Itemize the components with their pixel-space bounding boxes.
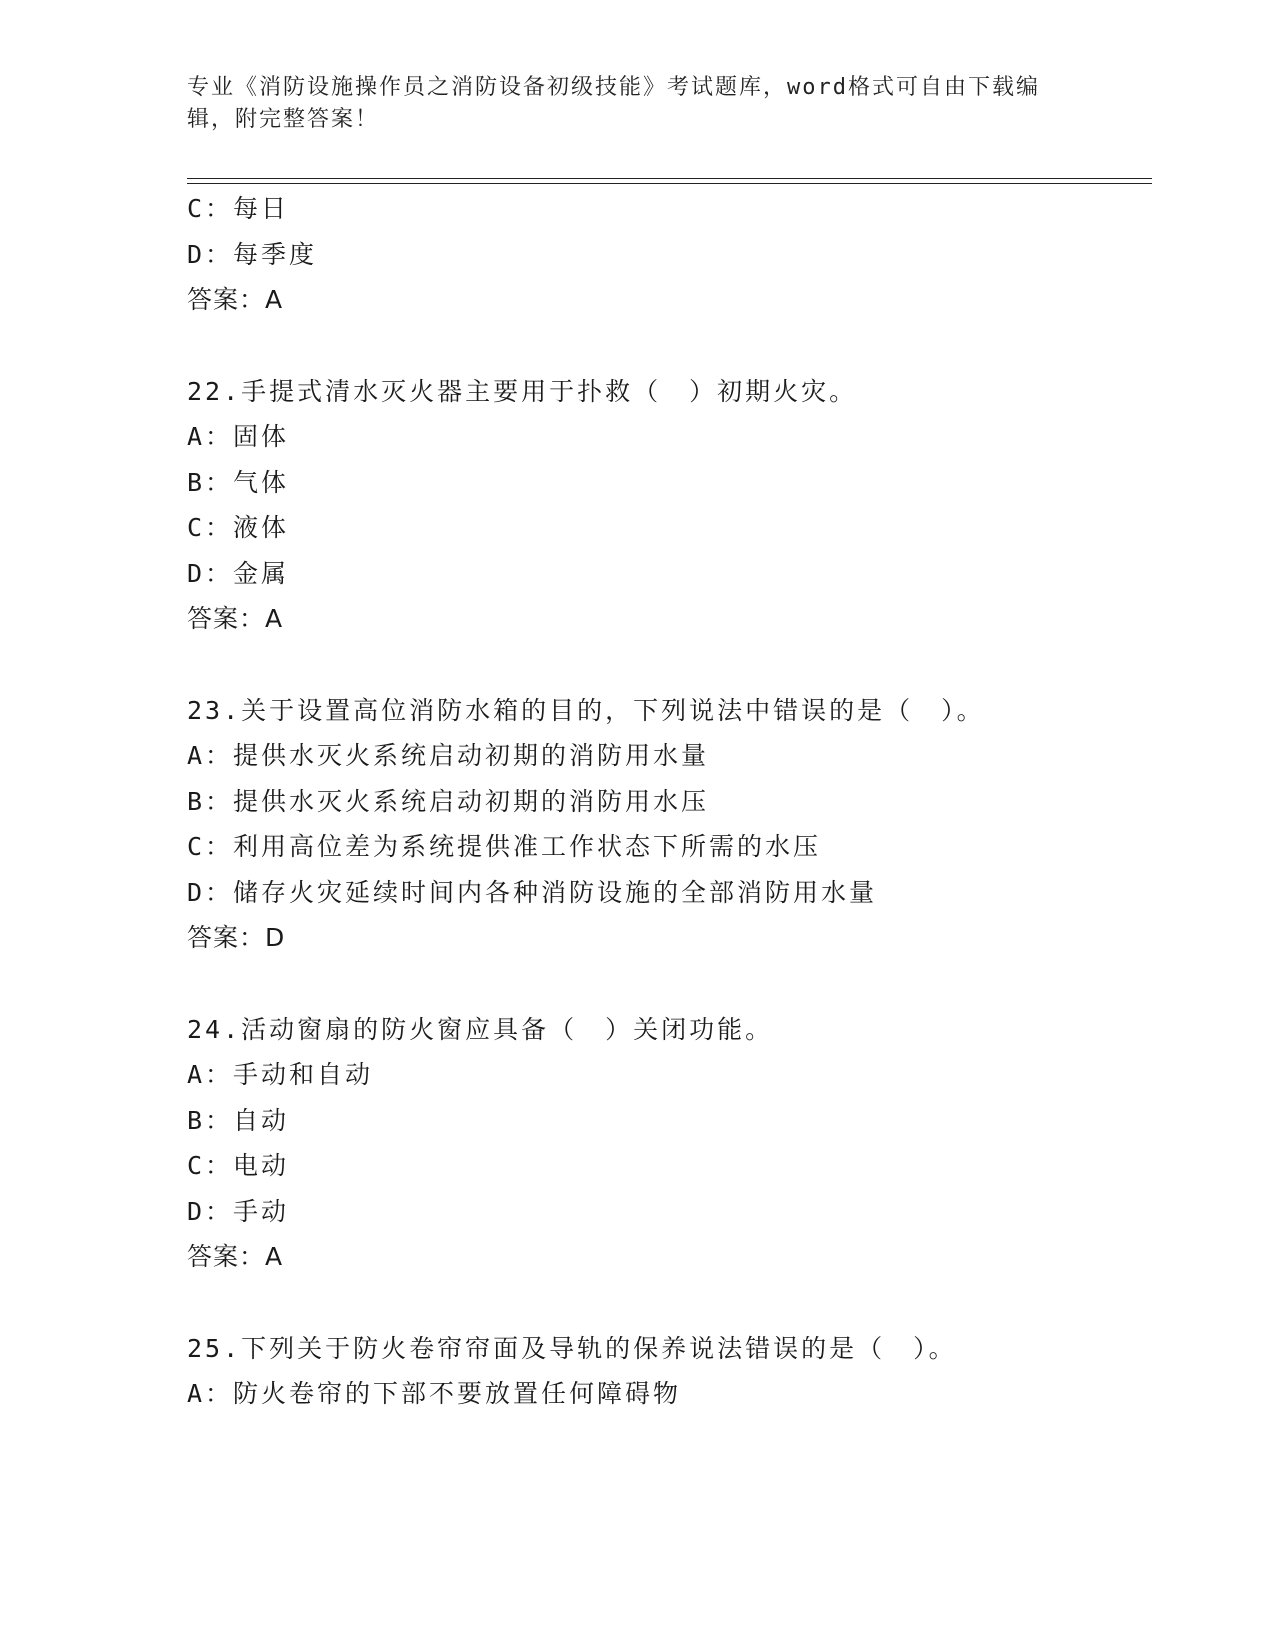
option-d: D：储存火灾延续时间内各种消防设施的全部消防用水量 — [187, 877, 878, 907]
spacer — [187, 642, 1147, 688]
spacer — [187, 1280, 1147, 1326]
answer-line: 答案：A — [187, 604, 284, 633]
answer-line: 答案：A — [187, 1242, 284, 1271]
option-b: B：提供水灭火系统启动初期的消防用水压 — [187, 786, 710, 816]
option-c: C：电动 — [187, 1151, 290, 1180]
question-text: 23.关于设置高位消防水箱的目的，下列说法中错误的是（ ）。 — [187, 695, 985, 725]
question-24 — [187, 1007, 1147, 1280]
option-d: D：手动 — [187, 1196, 290, 1226]
option-d: D：金属 — [187, 558, 290, 588]
question-25 — [187, 1326, 1147, 1417]
option-a: A：固体 — [187, 422, 290, 451]
question-22 — [187, 369, 1147, 642]
header-divider-top — [187, 178, 1152, 179]
option-c: C：每日 — [187, 194, 290, 223]
option-a: A：防火卷帘的下部不要放置任何障碍物 — [187, 1379, 682, 1408]
question-23 — [187, 688, 1147, 961]
header-divider-bottom — [187, 183, 1152, 184]
option-b: B：自动 — [187, 1105, 290, 1135]
answer-line: 答案：D — [187, 923, 286, 952]
document-body — [187, 186, 1147, 1417]
option-d: D：每季度 — [187, 239, 318, 269]
option-a: A：手动和自动 — [187, 1060, 374, 1089]
option-c: C：液体 — [187, 513, 290, 542]
document-header — [187, 72, 1067, 136]
question-21-tail — [187, 186, 1147, 323]
spacer — [187, 323, 1147, 369]
option-c: C：利用高位差为系统提供准工作状态下所需的水压 — [187, 832, 822, 861]
spacer — [187, 961, 1147, 1007]
header-line-1: 专业《消防设施操作员之消防设备初级技能》考试题库，word格式可自由下载编 — [187, 75, 1040, 100]
option-b: B：气体 — [187, 467, 290, 497]
answer-line: 答案：A — [187, 285, 284, 314]
question-text: 24.活动窗扇的防火窗应具备（ ）关闭功能。 — [187, 1014, 774, 1044]
question-text: 25.下列关于防火卷帘帘面及导轨的保养说法错误的是（ ）。 — [187, 1333, 957, 1363]
header-line-2: 辑，附完整答案！ — [187, 107, 380, 132]
question-text: 22.手提式清水灭火器主要用于扑救（ ）初期火灾。 — [187, 376, 858, 406]
option-a: A：提供水灭火系统启动初期的消防用水量 — [187, 741, 710, 770]
